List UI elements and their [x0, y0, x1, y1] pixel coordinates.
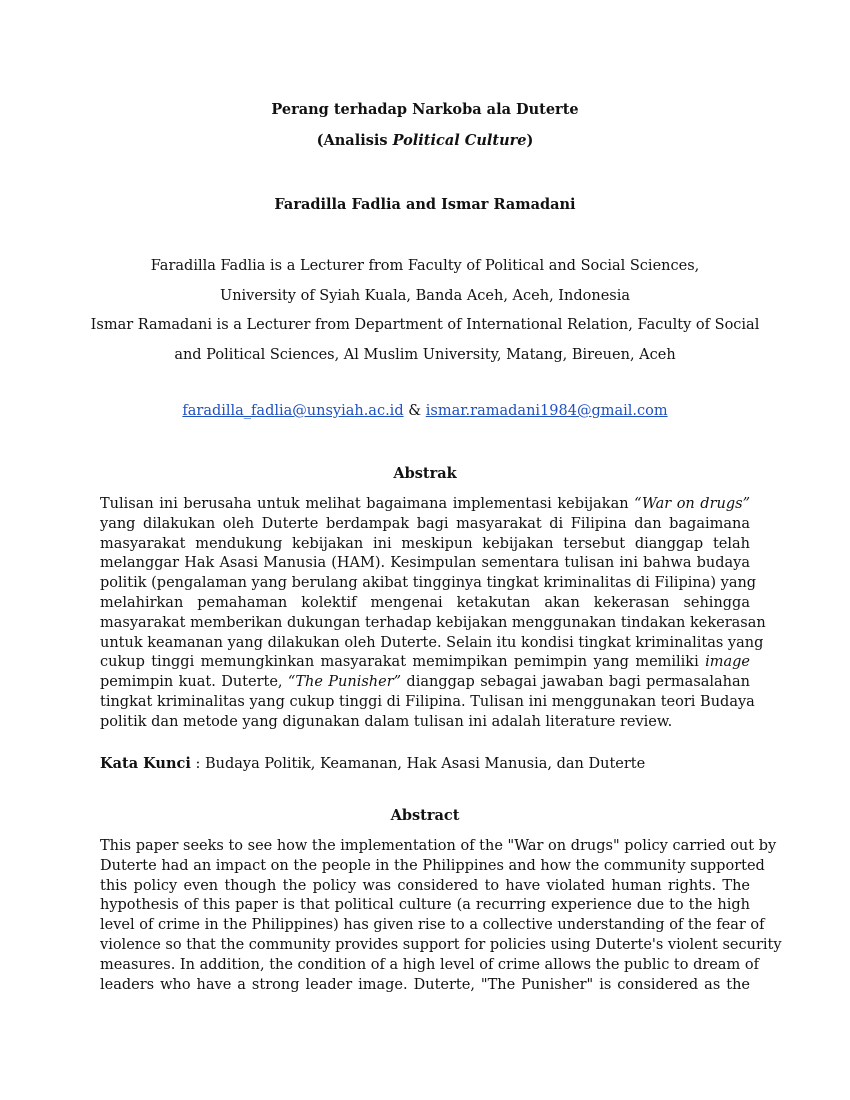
paper-subtitle-open: (Analisis	[316, 132, 393, 149]
abstract-heading-text: Abstract	[390, 807, 460, 824]
abstrak-line	[100, 673, 750, 693]
affiliations	[90, 252, 760, 370]
abstrak-text: melahirkan pemahaman kolektif mengenai ketakutan akan kekerasan sehingga	[100, 594, 750, 611]
abstrak-text: cukup tinggi memungkinkan masyarakat memimpikan pemimpin yang memiliki	[100, 654, 706, 671]
author-emails	[100, 403, 750, 419]
abstrak-line	[100, 594, 750, 614]
abstract-line: level of crime in the Philippines) has given rise to a collective understanding of the fear of	[100, 917, 765, 934]
abstrak-line	[100, 634, 764, 654]
abstrak-heading-text: Abstrak	[393, 465, 457, 482]
abstrak-text: masyarakat mendukung kebijakan ini meskipun kebijakan tersebut dianggap telah	[100, 535, 750, 552]
abstrak-line	[100, 574, 757, 594]
paper-subtitle-italic: Political Culture	[392, 132, 527, 149]
abstrak-line	[100, 495, 750, 515]
abstrak-text: untuk keamanan yang dilakukan oleh Duterte. Selain itu kondisi tingkat kriminalitas yang	[100, 634, 764, 651]
abstract-line: This paper seeks to see how the implementation of the "War on drugs" policy carried out by	[100, 838, 777, 854]
abstrak-text: masyarakat memberikan dukungan terhadap kebijakan menggunakan tindakan kekerasan	[100, 614, 766, 631]
abstrak-line	[100, 713, 750, 733]
abstrak-text: dianggap sebagai jawaban bagi permasalahan	[401, 674, 751, 691]
abstrak-text: melanggar Hak Asasi Manusia (HAM). Kesimpulan sementara tulisan ini bahwa budaya	[100, 555, 750, 572]
affiliation-line: University of Syiah Kuala, Banda Aceh, Aceh, Indonesia	[219, 287, 631, 304]
paper-title	[100, 100, 750, 120]
abstract-line: hypothesis of this paper is that political culture (a recurring experience due to the high	[100, 897, 750, 914]
paper-subtitle-close: )	[526, 132, 534, 149]
keywords	[100, 755, 750, 772]
abstrak-text: tingkat kriminalitas yang cukup tinggi di Filipina. Tulisan ini menggunakan teori Budaya	[100, 693, 755, 710]
abstrak-text: politik dan metode yang digunakan dalam tulisan ini adalah literature review.	[100, 713, 673, 730]
email-separator: &	[403, 403, 426, 419]
abstrak-text: politik (pengalaman yang berulang akibat tingginya tingkat kriminalitas di Filipina) yang	[100, 575, 757, 592]
abstract-line: Duterte had an impact on the people in the Philippines and how the community supported	[100, 857, 765, 874]
abstract-line: leaders who have a strong leader image. Duterte, "The Punisher" is considered as the	[100, 976, 750, 993]
abstrak-heading	[100, 465, 750, 482]
abstract-line: violence so that the community provides support for policies using Duterte's violent security	[100, 936, 782, 953]
email-link-ramadani[interactable]: ismar.ramadani1984@gmail.com	[425, 403, 668, 419]
abstract-line: measures. In addition, the condition of a high level of crime allows the public to dream of	[100, 956, 759, 973]
abstrak-italic: image	[705, 654, 750, 671]
abstrak-line	[100, 535, 750, 555]
authors-text: Faradilla Fadlia and Ismar Ramadani	[274, 196, 576, 213]
abstrak-text: yang dilakukan oleh Duterte berdampak bagi masyarakat di Filipina dan bagaimana	[100, 515, 750, 532]
affiliation-line: Ismar Ramadani is a Lecturer from Department of International Relation, Faculty of Social	[90, 317, 760, 333]
abstrak-body	[100, 495, 766, 733]
abstrak-line	[100, 515, 750, 535]
authors	[100, 195, 750, 215]
abstrak-line	[100, 653, 750, 673]
abstrak-italic: “The Punisher”	[287, 674, 402, 691]
email-link-fadlia[interactable]: faradilla_fadlia@unsyiah.ac.id	[182, 403, 404, 419]
abstract-body	[100, 837, 782, 995]
abstrak-line	[100, 554, 750, 574]
affiliation-line: and Political Sciences, Al Muslim University, Matang, Bireuen, Aceh	[174, 346, 676, 363]
keywords-text: : Budaya Politik, Keamanan, Hak Asasi Manusia, dan Duterte	[190, 756, 646, 772]
paper-title-line1: Perang terhadap Narkoba ala Duterte	[271, 101, 579, 118]
abstract-heading	[100, 807, 750, 824]
abstract-line: this policy even though the policy was considered to have violated human rights. The	[100, 877, 750, 894]
abstrak-text: pemimpin kuat. Duterte,	[100, 674, 288, 691]
abstrak-text: Tulisan ini berusaha untuk melihat bagaimana implementasi kebijakan	[100, 496, 635, 512]
abstrak-line	[100, 693, 755, 713]
paper-subtitle	[100, 131, 750, 151]
keywords-label: Kata Kunci	[100, 755, 191, 772]
affiliation-line: Faradilla Fadlia is a Lecturer from Faculty of Political and Social Sciences,	[150, 258, 700, 274]
abstrak-italic: “War on drugs”	[634, 496, 750, 512]
abstrak-line	[100, 614, 766, 634]
